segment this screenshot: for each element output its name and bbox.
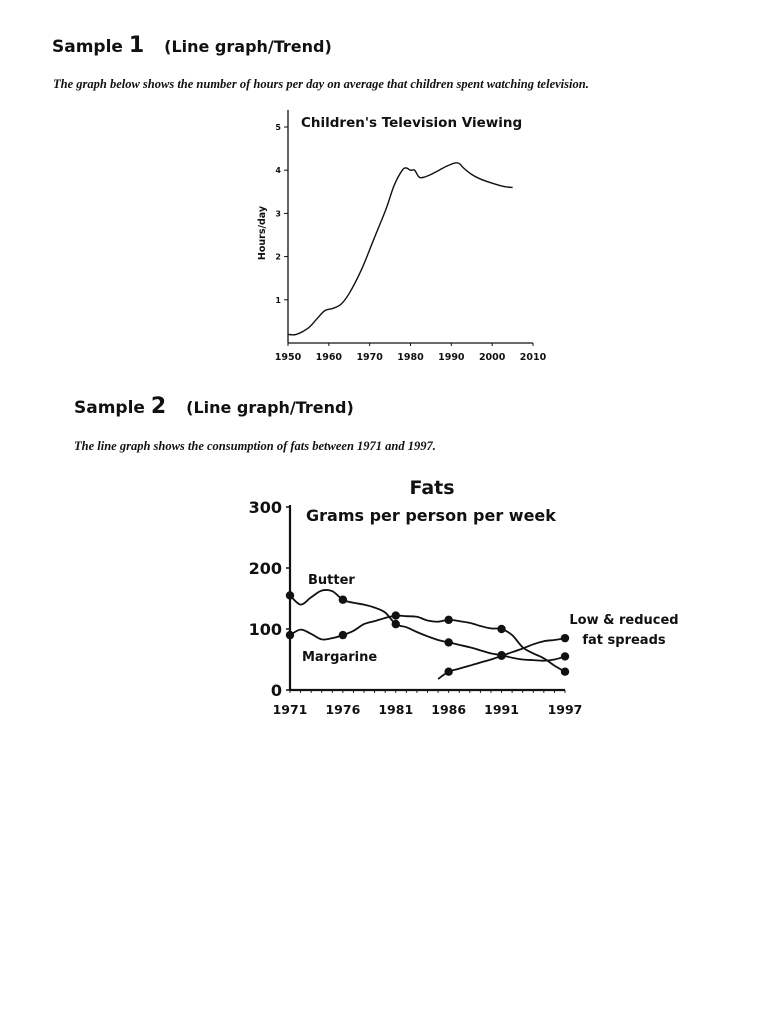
tv-chart-x-tick-label: 2010 xyxy=(519,352,547,363)
fats-chart-x-tick-label: 1976 xyxy=(325,702,361,717)
fats-chart-x-tick-label: 1981 xyxy=(378,702,414,717)
sample-1-number: 1 xyxy=(128,33,145,58)
sample-1-type: (Line graph/Trend) xyxy=(164,37,332,56)
fats-chart-x-tick-label: 1986 xyxy=(431,702,467,717)
tv-chart-ylabel: Hours/day xyxy=(257,205,268,261)
tv-chart-x-tick-label: 1970 xyxy=(356,352,383,363)
fats-chart-x-tick-label: 1997 xyxy=(547,702,583,717)
fats-chart-y-tick-label: 100 xyxy=(248,620,282,639)
tv-chart-x-tick-label: 1990 xyxy=(438,352,465,363)
fats-chart-y-tick-label: 300 xyxy=(248,498,282,517)
tv-chart-y-tick-label: 4 xyxy=(275,166,281,176)
spreads-series-label-line1: Low & reduced xyxy=(569,613,679,628)
sample-2-caption: The line graph shows the consumption of fats between 1971 and 1997. xyxy=(74,439,436,453)
sample-2-type: (Line graph/Trend) xyxy=(186,398,354,417)
fats-chart-x-tick-label: 1991 xyxy=(484,702,519,717)
tv-chart-x-tick-label: 2000 xyxy=(478,352,506,363)
tv-viewing-line xyxy=(288,163,513,335)
tv-chart-x-tick-label: 1980 xyxy=(397,352,424,363)
sample-1-caption: The graph below shows the number of hours per day on average that children spent watching television. xyxy=(53,77,589,91)
fats-chart-y-tick-label: 0 xyxy=(270,681,282,700)
fats-chart-title: Fats xyxy=(409,477,455,499)
tv-chart-y-tick-label: 1 xyxy=(275,295,281,305)
sample-1-word: Sample xyxy=(52,37,123,57)
spreads-series-label-line2: fat spreads xyxy=(582,633,666,648)
tv-chart-x-tick-label: 1960 xyxy=(315,352,343,363)
tv-chart-x-tick-label: 1950 xyxy=(274,352,302,363)
fats-chart-y-tick-label: 200 xyxy=(248,559,282,578)
butter-series-label: Butter xyxy=(308,573,355,588)
sample-2-word: Sample xyxy=(74,398,145,418)
tv-chart-y-tick-label: 5 xyxy=(275,123,281,132)
fats-chart-x-tick-label: 1971 xyxy=(272,702,308,717)
margarine-series-label: Margarine xyxy=(302,650,378,665)
fats-chart-subtitle: Grams per person per week xyxy=(306,506,556,525)
tv-chart-title: Children's Television Viewing xyxy=(301,115,523,131)
tv-chart-y-tick-label: 3 xyxy=(275,209,281,219)
tv-chart-y-tick-label: 2 xyxy=(275,252,281,262)
sample-2-number: 2 xyxy=(150,394,167,419)
